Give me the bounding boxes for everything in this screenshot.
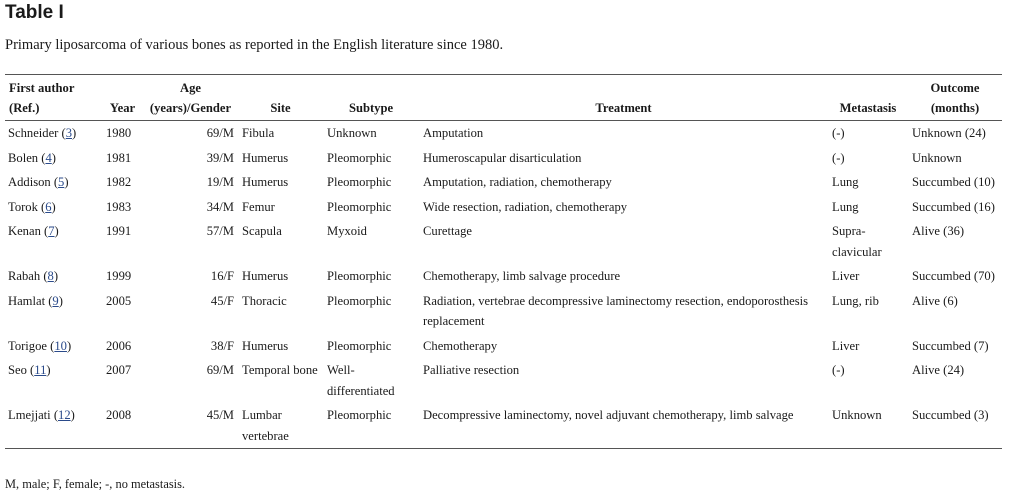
table-footnote: M, male; F, female; -, no metastasis. [5,477,186,491]
cell-author: Kenan (7) [8,224,59,238]
cell-subtype: Well-differentiated [327,363,395,398]
col-header-age: Age (years)/Gender [149,81,232,115]
table-row [5,403,1002,449]
cell-site: Humerus [242,338,289,353]
col-header-metastasis: Metastasis [839,101,897,115]
author-name: Bolen [8,150,39,165]
reference-link[interactable]: 9 [52,293,59,308]
header-row [5,75,1002,121]
cell-outcome: Succumbed (3) [912,408,989,422]
table-title: Table I [5,2,64,23]
table-row [5,334,1002,359]
reference-link[interactable]: 3 [65,126,72,140]
table-row [5,121,1002,146]
col-header-author: First author (Ref.) [9,81,75,115]
cell-year: 2007 [106,363,132,377]
cell-treatment: Amputation, radiation, chemotherapy [423,175,612,189]
col-header-year: Year [109,101,136,115]
cell-subtype: Myxoid [327,224,367,238]
col-header-outcome: Outcome (months) [930,81,980,115]
cell-year: 1983 [106,199,132,214]
cell-treatment: Chemotherapy [423,338,498,353]
cell-author: Torok (6) [8,199,56,214]
cell-year: 2005 [106,293,132,308]
author-name: Torok [8,199,38,214]
reference-link[interactable]: 5 [58,175,65,189]
cell-site: Lumbar vertebrae [242,408,289,443]
cell-site: Thoracic [242,293,287,308]
cell-outcome: Alive (36) [912,224,965,238]
table-row [5,358,1002,403]
cell-outcome: Unknown (24) [912,126,986,140]
cell-treatment: Humeroscapular disarticulation [423,150,582,165]
cell-treatment: Chemotherapy, limb salvage procedure [423,269,621,283]
cell-metastasis: (-) [832,126,845,140]
cell-subtype: Pleomorphic [327,199,392,214]
cell-metastasis: (-) [832,363,845,377]
data-table [5,74,1002,449]
cell-subtype: Pleomorphic [327,269,392,283]
cell-metastasis: Lung [832,175,859,189]
author-name: Lmejjati [8,408,51,422]
cell-metastasis: Liver [832,338,860,353]
cell-site: Temporal bone [242,363,318,377]
cell-year: 2006 [106,338,132,353]
cell-subtype: Pleomorphic [327,408,392,422]
reference-link[interactable]: 6 [45,199,52,214]
cell-age-gender: 45/M [206,408,234,422]
cell-treatment: Wide resection, radiation, chemotherapy [423,199,628,214]
reference-link[interactable]: 8 [47,269,54,283]
cell-outcome: Alive (6) [912,293,958,308]
table-row [5,219,1002,264]
cell-site: Humerus [242,175,289,189]
cell-year: 1991 [106,224,132,238]
cell-age-gender: 16/F [210,269,234,283]
cell-treatment: Radiation, vertebrae decompressive laminectomy resection, endoporosthesis replacement [423,293,809,328]
cell-outcome: Succumbed (7) [912,338,989,353]
cell-metastasis: Lung [832,199,859,214]
cell-age-gender: 34/M [206,199,234,214]
cell-site: Femur [242,199,275,214]
cell-treatment: Palliative resection [423,363,520,377]
reference-link[interactable]: 11 [34,363,47,377]
author-name: Torigoe [8,338,47,353]
author-name: Kenan [8,224,41,238]
cell-author: Schneider (3) [8,126,77,140]
reference-link[interactable]: 10 [54,338,67,353]
cell-author: Hamlat (9) [8,293,63,308]
cell-subtype: Pleomorphic [327,338,392,353]
cell-age-gender: 45/F [210,293,234,308]
cell-year: 1999 [106,269,132,283]
author-name: Addison [8,175,51,189]
cell-age-gender: 57/M [206,224,234,238]
cell-treatment: Amputation [423,126,484,140]
reference-link[interactable]: 4 [45,150,52,165]
cell-site: Humerus [242,269,289,283]
cell-treatment: Curettage [423,224,472,238]
cell-treatment: Decompressive laminectomy, novel adjuvant chemotherapy, limb salvage [423,408,794,422]
cell-author: Bolen (4) [8,150,56,165]
author-name: Rabah [8,269,41,283]
author-name: Seo [8,363,27,377]
reference-link[interactable]: 12 [58,408,71,422]
cell-outcome: Succumbed (16) [912,199,995,214]
cell-year: 1981 [106,150,132,165]
table-row [5,146,1002,171]
cell-author: Addison (5) [8,175,69,189]
cell-outcome: Succumbed (70) [912,269,995,283]
table-row [5,170,1002,195]
cell-age-gender: 19/M [206,175,234,189]
author-name: Hamlat [8,293,46,308]
author-name: Schneider [8,126,59,140]
cell-subtype: Pleomorphic [327,175,392,189]
cell-author: Torigoe (10) [8,338,72,353]
cell-age-gender: 69/M [206,126,234,140]
cell-outcome: Succumbed (10) [912,175,995,189]
cell-author: Seo (11) [8,363,51,377]
cell-subtype: Pleomorphic [327,293,392,308]
cell-subtype: Pleomorphic [327,150,392,165]
cell-metastasis: Supra-clavicular [832,224,882,259]
col-header-treatment: Treatment [595,101,652,115]
cell-year: 2008 [106,408,132,422]
cell-metastasis: Unknown [832,408,882,422]
reference-link[interactable]: 7 [48,224,55,238]
cell-year: 1982 [106,175,132,189]
cell-subtype: Unknown [327,126,377,140]
col-header-subtype: Subtype [348,101,394,115]
cell-site: Humerus [242,150,289,165]
cell-age-gender: 38/F [210,338,234,353]
cell-author: Rabah (8) [8,269,59,283]
cell-metastasis: Liver [832,269,860,283]
col-header-site: Site [270,101,291,115]
table-row [5,264,1002,289]
cell-author: Lmejjati (12) [8,408,75,422]
cell-metastasis: Lung, rib [832,293,879,308]
table-row [5,195,1002,220]
cell-year: 1980 [106,126,132,140]
table-row [5,289,1002,334]
cell-outcome: Unknown [912,150,962,165]
cell-outcome: Alive (24) [912,363,965,377]
cell-age-gender: 69/M [206,363,234,377]
table-caption: Primary liposarcoma of various bones as reported in the English literature since 1980. [5,37,504,53]
cell-age-gender: 39/M [206,150,234,165]
cell-site: Scapula [242,224,282,238]
cell-metastasis: (-) [832,150,845,165]
cell-site: Fibula [242,126,275,140]
